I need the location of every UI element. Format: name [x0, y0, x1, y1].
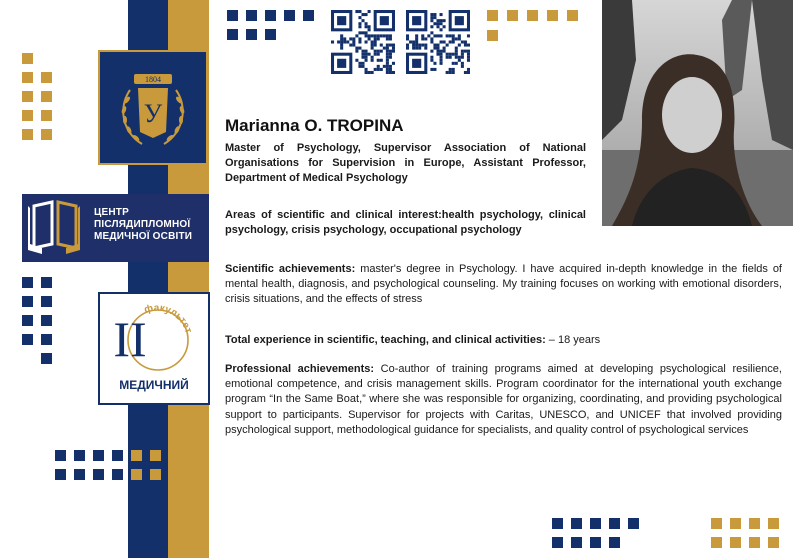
decor-square — [246, 29, 257, 40]
university-letter: У — [143, 99, 163, 128]
faculty-label: МЕДИЧНИЙ — [119, 378, 189, 392]
decor-square — [487, 30, 498, 41]
decor-square — [507, 10, 518, 21]
decor-square — [552, 537, 563, 548]
open-book-icon — [22, 194, 92, 262]
decor-square — [22, 334, 33, 345]
portrait-image — [602, 0, 793, 226]
decor-square — [41, 353, 52, 364]
faculty-arc-text: факультет — [143, 302, 194, 335]
university-year: 1804 — [145, 75, 161, 84]
decor-square — [567, 10, 578, 21]
decor-square — [41, 129, 52, 140]
decor-square — [22, 53, 33, 64]
professional-text: Co-author of training programs aimed at developing psychological resilience, emotional competence, and crisis management skills. Program coordinator for the international youth exchange program “In the Same Boat,” where she was responsible for organizing, coordinating, and providing psychological support to participants. Supervisor for projects with Caritas, UNESCO, and UNICEF that involved providing psychological support, methodological guidance for specialists, and quality control of psychological services — [225, 363, 782, 436]
decor-square — [150, 450, 161, 461]
decor-square — [749, 537, 760, 548]
scientific-text: master's degree in Psychology. I have acquired in-depth knowledge in the fields of mental health, diagnosis, and psychological counseling. My training focuses on working with emotional disorders, crisis situations, and the effects of stress — [225, 263, 782, 306]
decor-square — [93, 469, 104, 480]
decor-square — [265, 29, 276, 40]
decor-square — [628, 518, 639, 529]
decor-square — [41, 334, 52, 345]
decor-square — [74, 469, 85, 480]
decor-square — [41, 91, 52, 102]
decor-square — [41, 110, 52, 121]
decor-square — [527, 10, 538, 21]
professional-label: Professional achievements: — [225, 363, 375, 375]
decor-square — [131, 469, 142, 480]
decor-square — [609, 518, 620, 529]
portrait-photo — [602, 0, 793, 226]
professional-achievements — [225, 362, 782, 438]
areas-label: Areas of scientific and clinical interest: — [225, 209, 442, 221]
decor-square — [303, 10, 314, 21]
decor-square — [150, 469, 161, 480]
decor-square — [41, 277, 52, 288]
decor-square — [730, 518, 741, 529]
decor-square — [730, 537, 741, 548]
decor-square — [22, 110, 33, 121]
decor-square — [22, 296, 33, 307]
decor-square — [227, 10, 238, 21]
decor-square — [571, 537, 582, 548]
center-name — [94, 207, 192, 243]
center-name-line: ПІСЛЯДИПЛОМНОЇ — [94, 219, 191, 230]
decor-square — [590, 518, 601, 529]
decor-square — [590, 537, 601, 548]
decor-square — [41, 72, 52, 83]
qr-code-2[interactable] — [406, 10, 470, 74]
qr-code-icon — [406, 10, 470, 74]
areas-text: health psychology, clinical psychology, crisis psychology, occupational psychology — [225, 209, 586, 237]
decor-square — [547, 10, 558, 21]
decor-square — [93, 450, 104, 461]
decor-square — [22, 277, 33, 288]
decor-square — [246, 10, 257, 21]
decor-square — [749, 518, 760, 529]
total-experience — [225, 333, 782, 348]
qr-code-1[interactable] — [331, 10, 395, 74]
decor-square — [265, 10, 276, 21]
person-name: Marianna O. TROPINA — [225, 116, 404, 135]
decor-square — [131, 450, 142, 461]
decor-square — [552, 518, 563, 529]
scientific-achievements — [225, 262, 782, 308]
decor-square — [112, 450, 123, 461]
decor-square — [22, 129, 33, 140]
decor-square — [22, 315, 33, 326]
decor-square — [41, 296, 52, 307]
experience-label: Total experience in scientific, teaching, and clinical activities: — [225, 334, 546, 346]
center-name-line: МЕДИЧНОЇ ОСВІТИ — [94, 231, 193, 242]
position-text: Master of Psychology, Supervisor Association of National Organisations for Supervision in Europe, Assistant Professor, Department of Medical Psychology — [225, 142, 586, 185]
decor-square — [55, 450, 66, 461]
university-emblem-icon — [100, 52, 206, 163]
qr-code-icon — [331, 10, 395, 74]
decor-square — [169, 450, 180, 461]
decor-square — [74, 450, 85, 461]
decor-square — [22, 72, 33, 83]
decor-square — [487, 10, 498, 21]
decor-square — [22, 91, 33, 102]
decor-square — [571, 518, 582, 529]
faculty-numeral: II — [113, 311, 147, 367]
decor-square — [112, 469, 123, 480]
postgraduate-center-logo — [22, 194, 209, 262]
decor-square — [609, 537, 620, 548]
center-name-line: ЦЕНТР — [94, 207, 129, 218]
decor-square — [41, 315, 52, 326]
decor-square — [768, 537, 779, 548]
decor-square — [768, 518, 779, 529]
decor-square — [55, 469, 66, 480]
experience-text: – 18 years — [545, 334, 601, 346]
scientific-label: Scientific achievements: — [225, 263, 356, 275]
university-logo — [98, 50, 208, 165]
medical-faculty-logo — [98, 292, 210, 405]
decor-square — [711, 518, 722, 529]
decor-square — [284, 10, 295, 21]
decor-square — [711, 537, 722, 548]
decor-square — [227, 29, 238, 40]
areas-of-interest — [225, 208, 586, 238]
